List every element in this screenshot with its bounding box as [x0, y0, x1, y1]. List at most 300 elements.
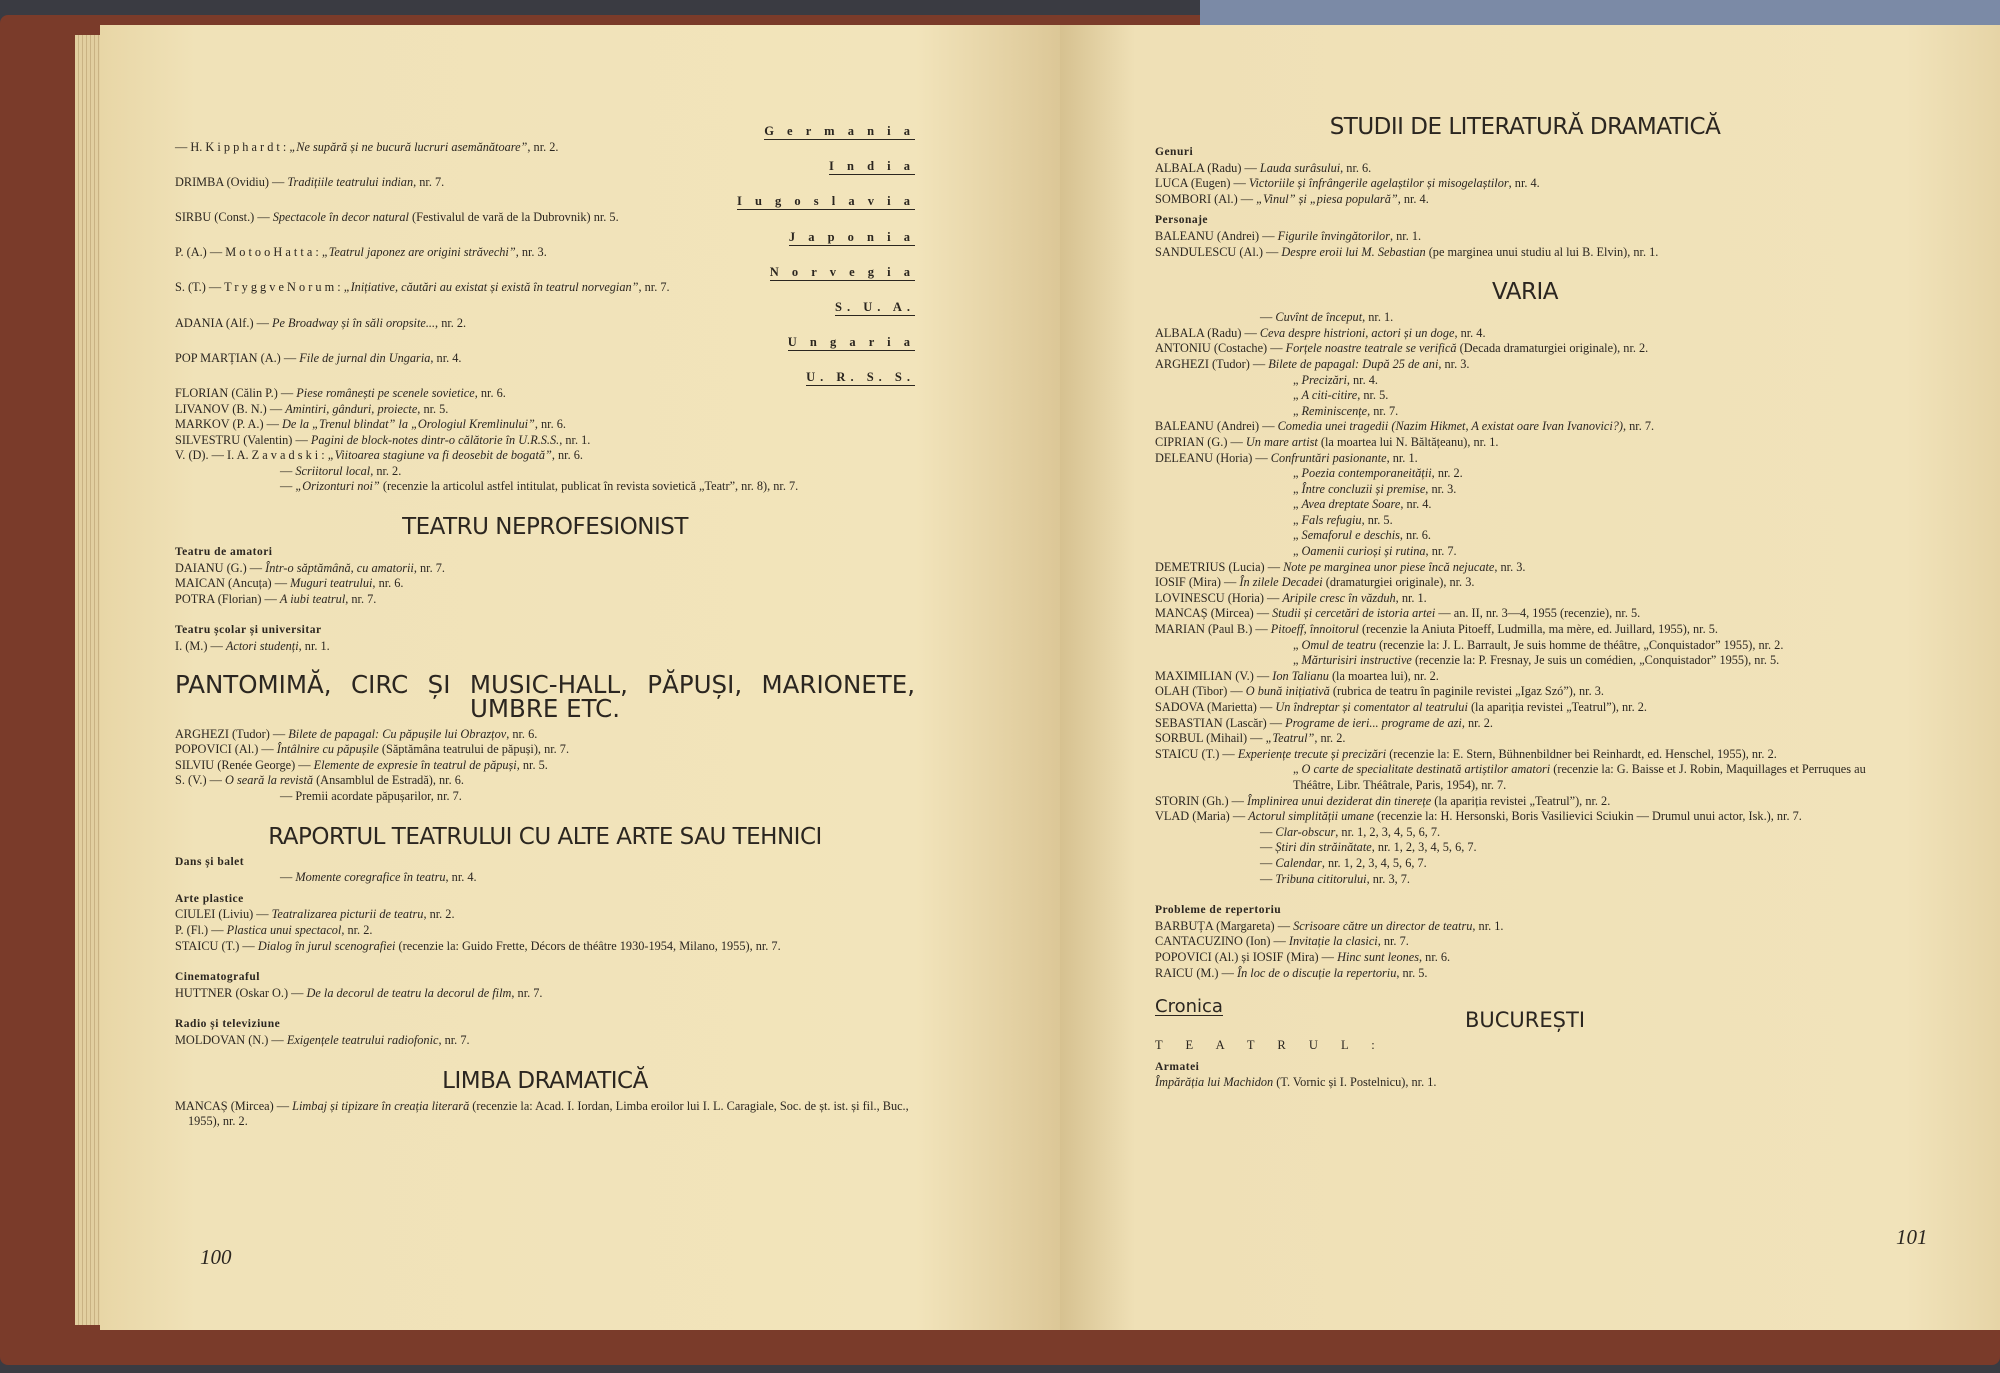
entry-title: De la decorul de teatru la decorul de film	[306, 985, 512, 1000]
spacer	[175, 607, 915, 617]
entry-title: „Teatrul japonez are origini străvechi”	[321, 245, 516, 260]
entry-reference: , nr. 1.	[1395, 590, 1427, 605]
bibliography-entry	[175, 386, 915, 402]
bibliography-entry	[1155, 419, 1895, 435]
entry-reference: (Decada dramaturgiei originale), nr. 2.	[1456, 341, 1649, 356]
entry-author: ANTONIU (Costache) —	[1155, 341, 1286, 356]
bibliography-entry	[1155, 809, 1895, 825]
bibliography-entry	[175, 210, 915, 226]
entry-reference: , nr. 6.	[1340, 160, 1372, 175]
entry-title: Amintiri, gânduri, proiecte	[285, 401, 418, 416]
entry-title: Actorul simplității umane	[1248, 809, 1374, 824]
entry-title: O carte de specialitate destinată artiștilor amatori	[1301, 762, 1551, 777]
bibliography-entry	[1155, 466, 1895, 482]
section-heading: VARIA	[1492, 279, 1558, 306]
entry-reference: , nr. 7.	[1377, 934, 1409, 949]
page-number-left: 100	[200, 1245, 232, 1269]
entry-author: ARGHEZI (Tudor) —	[175, 726, 289, 741]
entry-title: Dialog în jurul scenografiei	[257, 938, 396, 953]
entry-title: Știri din străinătate	[1275, 840, 1372, 855]
entry-title: Comedia unei tragedii (Nazim Hikmet, A existat oare Ivan Ivanovici?)	[1277, 419, 1623, 434]
entry-author: S. (T.) — T r y g g v e N o r u m :	[175, 280, 344, 295]
bibliography-entry	[175, 479, 915, 495]
entry-author: STAICU (T.) —	[1155, 746, 1238, 761]
bibliography-entry	[1155, 341, 1895, 357]
bibliography-entry	[1155, 575, 1895, 591]
entry-reference: , nr. 7.	[511, 985, 543, 1000]
section-heading: TEATRU NEPROFESIONIST	[402, 514, 688, 541]
bibliography-entry	[1155, 716, 1895, 732]
entry-author: MOLDOVAN (N.) —	[175, 1032, 287, 1047]
entry-author: LOVINESCU (Horia) —	[1155, 590, 1283, 605]
entry-title: Un mare artist	[1245, 434, 1318, 449]
entry-reference: , nr. 6.	[534, 417, 566, 432]
bibliography-entry	[175, 280, 915, 296]
entry-title: Pitoeff, înnoitorul	[1270, 622, 1359, 637]
subsection-label: Genuri	[1155, 146, 1194, 158]
section-heading: STUDII DE LITERATURĂ DRAMATICĂ	[1329, 114, 1721, 140]
bibliography-entry	[1155, 357, 1895, 373]
entry-author: „	[1293, 512, 1302, 527]
city-heading: BUCUREȘTI	[1464, 1007, 1586, 1032]
entry-author: SOMBORI (Al.) —	[1155, 191, 1257, 206]
entry-author: — Premii acordate păpușarilor, nr. 7.	[280, 789, 462, 803]
section-heading: LIMBA DRAMATICĂ	[442, 1067, 648, 1094]
entry-author: BALEANU (Andrei) —	[1155, 419, 1278, 434]
entry-title: Cuvînt de început	[1275, 310, 1363, 325]
entry-title: „Ne supără și ne bucură lucruri asemănătoare”	[289, 139, 528, 154]
bibliography-entry	[175, 592, 915, 608]
entry-reference: , nr. 7.	[438, 1032, 470, 1047]
bibliography-entry	[175, 727, 915, 743]
subsection-label: Radio și televiziune	[175, 1018, 281, 1031]
bibliography-entry	[1155, 919, 1895, 935]
entry-author: I. (M.) —	[175, 639, 226, 654]
entry-title: Fals refugiu	[1301, 512, 1362, 527]
entry-reference: , nr. 5.	[1361, 512, 1393, 527]
entry-reference: , nr. 1.	[1386, 450, 1418, 465]
entry-reference: , nr. 3.	[1494, 559, 1526, 574]
bibliography-entry	[1155, 528, 1895, 544]
entry-author: STAICU (T.) —	[175, 938, 258, 953]
entry-author: „	[1293, 653, 1302, 668]
country-heading	[175, 159, 915, 175]
entry-author: FLORIAN (Călin P.) —	[175, 385, 297, 400]
entry-author: S. (V.) —	[175, 773, 225, 788]
entry-reference: , nr. 6.	[372, 576, 404, 591]
entry-author: P. (Fl.) —	[175, 922, 227, 937]
entry-reference: (la moartea lui), nr. 2.	[1328, 668, 1439, 683]
entry-reference: , nr. 5.	[1396, 965, 1428, 980]
entry-reference: , nr. 1, 2, 3, 4, 5, 6, 7.	[1371, 840, 1477, 855]
entry-author: DELEANU (Horia) —	[1155, 450, 1271, 465]
entry-author: —	[280, 463, 296, 478]
subsection-label: Arte plastice	[175, 892, 244, 905]
entry-author: —	[1260, 824, 1276, 839]
entry-title: Plastica unui spectacol	[226, 922, 342, 937]
entry-title: Piese românești pe scenele sovietice	[296, 385, 475, 400]
bibliography-entry	[175, 742, 915, 758]
entry-title: Spectacole în decor natural	[272, 209, 409, 224]
entry-author: ADANIA (Alf.) —	[175, 315, 272, 330]
entry-title: Bilete de papagal: După 25 de ani	[1268, 356, 1439, 371]
entry-author: —	[280, 479, 296, 494]
entry-title: Figurile învingătorilor	[1277, 228, 1390, 243]
entry-title: Împărăția lui Machidon	[1155, 1075, 1274, 1090]
entry-reference: , nr. 6.	[1399, 528, 1431, 543]
right-page	[1060, 25, 2000, 1330]
entry-title: Hinc sunt leones	[1337, 949, 1420, 964]
entry-title: Limbaj și tipizare în creația literară	[292, 1098, 470, 1113]
entry-reference: (recenzie la articolul astfel intitulat, publicat în revista sovietică „Teatr”, nr. 8), nr. 7.	[379, 479, 799, 494]
entry-reference: (la apariția revistei „Teatrul”), nr. 2.	[1467, 700, 1647, 714]
entry-title: „Viitoarea stagiune va fi deosebit de bogată”	[327, 448, 552, 463]
entry-title: Avea dreptate Soare	[1301, 497, 1401, 512]
bibliography-entry	[1155, 482, 1895, 498]
entry-title: „Teatrul”	[1265, 731, 1315, 746]
entry-author: „	[1293, 372, 1302, 387]
entry-title: A citi-citire	[1301, 388, 1358, 403]
entry-author: —	[1260, 855, 1276, 870]
entry-reference: , nr. 1.	[1390, 228, 1422, 243]
entry-author: DAIANU (G.) —	[175, 560, 266, 575]
entry-author: CANTACUZINO (Ion) —	[1155, 934, 1289, 949]
subsection-label: Teatru școlar și universitar	[175, 624, 322, 637]
bibliography-entry	[175, 1099, 915, 1130]
country-heading	[175, 300, 915, 316]
entry-reference: , nr. 1.	[559, 432, 591, 447]
entry-author: DEMETRIUS (Lucia) —	[1155, 559, 1284, 574]
bibliography-entry	[1155, 176, 1895, 192]
entry-reference: , nr. 2.	[341, 922, 373, 937]
entry-reference: , nr. 2.	[370, 463, 402, 478]
entry-author: STORIN (Gh.) —	[1155, 793, 1247, 808]
entry-author: BARBUȚA (Margareta) —	[1155, 918, 1294, 933]
entry-author: HUTTNER (Oskar O.) —	[175, 985, 307, 1000]
bibliography-entry	[1155, 497, 1895, 513]
country-heading	[175, 265, 915, 281]
entry-title: Într-o săptămână, cu amatorii	[265, 560, 414, 575]
entry-reference: (rubrica de teatru în paginile revistei „Igaz Szó”), nr. 3.	[1329, 684, 1604, 699]
subsection-label: Teatru de amatori	[175, 546, 273, 559]
bibliography-entry	[1155, 192, 1895, 208]
bibliography-entry	[175, 576, 915, 592]
entry-reference: , nr. 1, 2, 3, 4, 5, 6, 7.	[1321, 855, 1427, 870]
entry-title: Invitație la clasici	[1288, 934, 1378, 949]
entry-author: „	[1293, 481, 1302, 496]
entry-reference: , nr. 3, 7.	[1366, 871, 1410, 886]
entry-reference: (recenzie la: P. Fresnay, Je suis un comédien, „Conquistador” 1955), nr. 5.	[1411, 653, 1780, 668]
entry-author: ALBALA (Radu) —	[1155, 160, 1260, 175]
entry-title: Tradițiile teatrului indian	[287, 174, 414, 189]
bibliography-entry	[1155, 950, 1895, 966]
entry-author: CIULEI (Liviu) —	[175, 907, 272, 922]
bibliography-entry	[1155, 934, 1895, 950]
bibliography-entry	[175, 986, 915, 1002]
entry-title: Victoriile și înfrângerile agelaștilor și misogelaștilor	[1248, 176, 1509, 191]
entry-author: „	[1293, 544, 1302, 559]
bibliography-entry	[1155, 513, 1895, 529]
entry-title: Note pe marginea unor piese încă nejucate	[1283, 559, 1495, 574]
entry-reference: , nr. 7.	[345, 591, 377, 606]
country-name: J a p o n i a	[788, 229, 915, 244]
entry-title: „Vinul” și „piesa populară”	[1256, 191, 1398, 206]
entry-author: SADOVA (Marietta) —	[1155, 700, 1276, 714]
entry-title: Momente coregrafice în teatru	[295, 870, 446, 885]
bibliography-entry	[1155, 653, 1895, 669]
entry-reference: , nr. 1.	[1472, 918, 1504, 933]
entry-author: IOSIF (Mira) —	[1155, 575, 1240, 590]
entry-reference: , nr. 1.	[1362, 310, 1394, 325]
section-heading: RAPORTUL TEATRULUI CU ALTE ARTE SAU TEHNICI	[268, 823, 822, 850]
bibliography-entry	[175, 773, 915, 789]
entry-title: Experiențe trecute și precizări	[1237, 746, 1387, 761]
entry-title: A iubi teatrul	[279, 591, 346, 606]
entry-title: Între concluzii și premise	[1301, 481, 1426, 496]
entry-title: Aripile cresc în văzduh	[1282, 590, 1396, 605]
entry-author: POPOVICI (Al.) —	[175, 742, 277, 757]
subsection-label: Armatei	[1155, 1060, 1200, 1073]
entry-author: SILVESTRU (Valentin) —	[175, 432, 311, 447]
entry-author: P. (A.) — M o t o o H a t t a :	[175, 245, 322, 260]
entry-title: Forțele noastre teatrale se verifică	[1285, 341, 1457, 356]
bibliography-entry	[1155, 1075, 1895, 1091]
entry-author: „	[1293, 762, 1302, 777]
entry-title: În loc de o discuție la repertoriu	[1236, 965, 1397, 980]
entry-reference: , nr. 7.	[1367, 403, 1399, 418]
bibliography-entry	[175, 939, 915, 955]
entry-author: V. (D). — I. A. Z a v a d s k i :	[175, 448, 328, 463]
bibliography-entry	[1155, 606, 1895, 622]
entry-title: Muguri teatrului	[290, 576, 373, 591]
bibliography-entry	[1155, 840, 1895, 856]
entry-reference: (Festivalul de vară de la Dubrovnik) nr. 5.	[408, 209, 619, 224]
bibliography-entry	[175, 758, 915, 774]
entry-author: —	[1260, 310, 1276, 325]
entry-reference: , nr. 7.	[1623, 419, 1655, 434]
bibliography-entry	[1155, 435, 1895, 451]
entry-author: —	[1260, 871, 1276, 886]
entry-author: SORBUL (Mihail) —	[1155, 731, 1266, 746]
entry-reference: (recenzie la: Acad. I. Iordan, Limba eroilor lui I. L. Caragiale, Soc. de șt. ist. și fil., Buc., 1955), nr. 2.	[188, 1098, 909, 1129]
entry-title: Despre eroii lui M. Sebastian	[1281, 244, 1426, 259]
entry-author: MARIAN (Paul B.) —	[1155, 622, 1271, 637]
bibliography-entry	[1155, 245, 1895, 261]
left-page	[100, 25, 1060, 1330]
bibliography-entry	[175, 639, 915, 655]
entry-reference: (Ansamblul de Estradă), nr. 6.	[313, 773, 464, 788]
bibliography-entry	[175, 923, 915, 939]
bibliography-entry	[1155, 684, 1895, 700]
entry-title: Precizări	[1301, 372, 1347, 387]
entry-author: POPOVICI (Al.) și IOSIF (Mira) —	[1155, 949, 1338, 964]
entry-author: OLAH (Tibor) —	[1155, 684, 1246, 699]
entry-title: File de jurnal din Ungaria	[299, 350, 431, 365]
entry-author: „	[1293, 388, 1302, 403]
entry-title: Împlinirea unui deziderat din tinerețe	[1247, 793, 1432, 808]
entry-title: De la „Trenul blindat” la „Orologiul Kremlinului”	[282, 417, 535, 432]
bibliography-entry	[1155, 622, 1895, 638]
country-name: I u g o s l a v i a	[736, 194, 915, 209]
entry-title: Pagini de block-notes dintr-o călătorie în U.R.S.S.	[310, 432, 560, 447]
entry-author: „	[1293, 403, 1302, 418]
entry-reference: , nr. 5.	[516, 757, 548, 772]
entry-title: Întâlnire cu păpușile	[276, 742, 379, 757]
entry-title: Studii și cercetări de istoria artei	[1272, 606, 1436, 621]
bibliography-entry	[175, 175, 915, 191]
entry-reference: (recenzie la: J. L. Barrault, Je suis homme de théâtre, „Conquistador” 1955), nr. 2.	[1376, 637, 1784, 652]
entry-author: —	[280, 870, 296, 885]
entry-title: „Inițiative, căutări au existat și există în teatrul norvegian”	[343, 280, 639, 295]
entry-reference: (recenzie la Aniuta Pitoeff, Ludmilla, ma mère, ed. Juillard, 1955), nr. 5.	[1358, 622, 1718, 637]
bibliography-entry	[1155, 161, 1895, 177]
entry-reference: , nr. 2.	[527, 139, 559, 154]
entry-author: SILVIU (Renée George) —	[175, 757, 314, 772]
entry-author: CIPRIAN (G.) —	[1155, 434, 1246, 449]
entry-reference: (recenzie la: Guido Frette, Décors de théâtre 1930-1954, Milano, 1955), nr. 7.	[395, 938, 781, 953]
subsection-label: Probleme de repertoriu	[1155, 904, 1282, 917]
bibliography-entry	[175, 316, 915, 332]
entry-author: LIVANOV (B. N.) —	[175, 401, 286, 416]
right-page-content	[1155, 93, 1895, 1091]
entry-title: Clar-obscur	[1275, 824, 1336, 839]
entry-author: SIRBU (Const.) —	[175, 209, 273, 224]
bibliography-entry	[1155, 451, 1895, 467]
entry-reference: , nr. 7.	[638, 280, 670, 295]
country-name: U n g a r i a	[787, 335, 915, 350]
entry-title: Ceva despre histrioni, actori și un doge	[1259, 325, 1455, 340]
entry-title: Programe de ieri... programe de azi	[1285, 715, 1462, 730]
cronica-heading: Cronica	[1155, 996, 1223, 1018]
entry-title: Pe Broadway și în săli oropsite...	[272, 315, 436, 330]
entry-reference: (Săptămâna teatrului de păpuși), nr. 7.	[378, 742, 570, 757]
entry-reference: , nr. 1, 2, 3, 4, 5, 6, 7.	[1335, 824, 1441, 839]
country-heading	[175, 230, 915, 246]
entry-title: O seară la revistă	[225, 773, 314, 788]
bibliography-entry	[1155, 794, 1895, 810]
entry-author: ALBALA (Radu) —	[1155, 325, 1260, 340]
entry-author: —	[1260, 840, 1276, 855]
country-heading	[175, 194, 915, 210]
entry-author: POP MARȚIAN (A.) —	[175, 350, 300, 365]
entry-title: În zilele Decadei	[1239, 575, 1323, 590]
bibliography-entry	[1155, 856, 1895, 872]
spacer	[1155, 887, 1895, 897]
entry-reference: , nr. 4.	[1454, 325, 1486, 340]
entry-title: Elemente de expresie în teatrul de păpuși	[313, 757, 517, 772]
entry-author: VLAD (Maria) —	[1155, 809, 1249, 824]
section-heading: PANTOMIMĂ, CIRC ȘI MUSIC-HALL, PĂPUȘI, MARIONETE, UMBRE ETC.	[175, 669, 915, 723]
bibliography-entry	[175, 351, 915, 367]
entry-author: MANCAȘ (Mircea) —	[175, 1098, 293, 1113]
bibliography-entry	[175, 789, 915, 805]
entry-title: Actori studenți	[225, 639, 299, 654]
bibliography-entry	[1155, 731, 1895, 747]
entry-title: Oamenii curioși și rutina	[1301, 544, 1426, 559]
bibliography-entry	[1155, 229, 1895, 245]
bibliography-entry	[175, 1033, 915, 1049]
entry-reference: (recenzie la: E. Stern, Bühnenbildner bei Reinhardt, ed. Henschel, 1955), nr. 2.	[1386, 746, 1777, 761]
entry-reference: , nr. 2.	[1461, 715, 1493, 730]
entry-reference: , nr. 4.	[430, 350, 462, 365]
book-spread	[40, 25, 1985, 1330]
entry-author: MANCAȘ (Mircea) —	[1155, 606, 1273, 621]
country-name: S. U. A.	[835, 299, 915, 314]
entry-author: „	[1293, 497, 1302, 512]
bibliography-entry	[1155, 638, 1895, 654]
left-page-content	[175, 120, 915, 1130]
bibliography-entry	[175, 907, 915, 923]
bibliography-entry	[1155, 310, 1895, 326]
bibliography-entry	[1155, 373, 1895, 389]
entry-reference: (recenzie la: G. Baisse et J. Robin, Maquillages et Perruques au Théâtre, Libr. Théâtrale, Paris, 1954), nr. 7.	[1293, 762, 1866, 792]
entry-reference: (la moartea lui N. Băltățeanu), nr. 1.	[1317, 434, 1499, 449]
country-name: N o r v e g i a	[769, 264, 915, 279]
entry-reference: , nr. 6.	[1419, 949, 1451, 964]
entry-author: DRIMBA (Ovidiu) —	[175, 174, 288, 189]
entry-title: Lauda surâsului	[1259, 160, 1341, 175]
entry-reference: , nr. 2.	[1431, 466, 1463, 481]
spacer	[175, 954, 915, 964]
bibliography-entry	[1155, 326, 1895, 342]
entry-title: Reminiscențe	[1301, 403, 1368, 418]
bibliography-entry	[175, 417, 915, 433]
country-name: G e r m a n i a	[764, 124, 915, 138]
entry-author: „	[1293, 466, 1302, 481]
entry-reference: , nr. 2.	[1314, 731, 1346, 746]
entry-reference: , nr. 3.	[1425, 481, 1457, 496]
bibliography-entry	[175, 433, 915, 449]
entry-reference: , nr. 4.	[1400, 497, 1432, 512]
bibliography-entry	[175, 561, 915, 577]
entry-title: Bilete de papagal: Cu păpușile lui Obrazțov	[288, 726, 507, 741]
page-number-right: 101	[1896, 1225, 1928, 1249]
entry-author: SANDULESCU (Al.) —	[1155, 244, 1282, 259]
entry-author: ARGHEZI (Tudor) —	[1155, 356, 1269, 371]
bibliography-entry	[175, 448, 915, 464]
entry-title: Tribuna cititorului	[1275, 871, 1367, 886]
entry-reference: , nr. 7.	[413, 560, 445, 575]
entry-reference: , nr. 2.	[435, 315, 467, 330]
entry-title: Scrisoare către un director de teatru	[1293, 918, 1473, 933]
bibliography-entry	[175, 245, 915, 261]
country-heading	[175, 370, 915, 386]
entry-reference: , nr. 6.	[506, 726, 538, 741]
entry-author: — H. K i p p h a r d t :	[175, 139, 290, 154]
bibliography-entry	[1155, 591, 1895, 607]
entry-title: Poezia contemporaneității	[1301, 466, 1432, 481]
entry-reference: , nr. 7.	[1425, 544, 1457, 559]
entry-reference: (pe marginea unui studiu al lui B. Elvin), nr. 1.	[1425, 244, 1659, 259]
entry-title: „Orizonturi noi”	[295, 479, 380, 494]
spacer	[175, 1001, 915, 1011]
bibliography-entry	[1155, 669, 1895, 685]
entry-reference: — an. II, nr. 3—4, 1955 (recenzie), nr. 5.	[1435, 606, 1641, 621]
entry-reference: , nr. 4.	[445, 870, 477, 885]
bibliography-entry	[1155, 872, 1895, 888]
bibliography-entry	[175, 464, 915, 480]
bibliography-entry	[175, 402, 915, 418]
bibliography-entry	[1155, 700, 1895, 716]
entry-reference: (T. Vornic și I. Postelnicu), nr. 1.	[1273, 1075, 1437, 1090]
entry-reference: , nr. 3.	[1438, 356, 1470, 371]
entry-author: LUCA (Eugen) —	[1155, 176, 1249, 191]
bibliography-entry	[1155, 747, 1895, 763]
country-name: I n d i a	[829, 159, 915, 174]
bibliography-entry	[1155, 560, 1895, 576]
subsection-label: Personaje	[1155, 214, 1209, 227]
entry-author: MAXIMILIAN (V.) —	[1155, 668, 1273, 683]
